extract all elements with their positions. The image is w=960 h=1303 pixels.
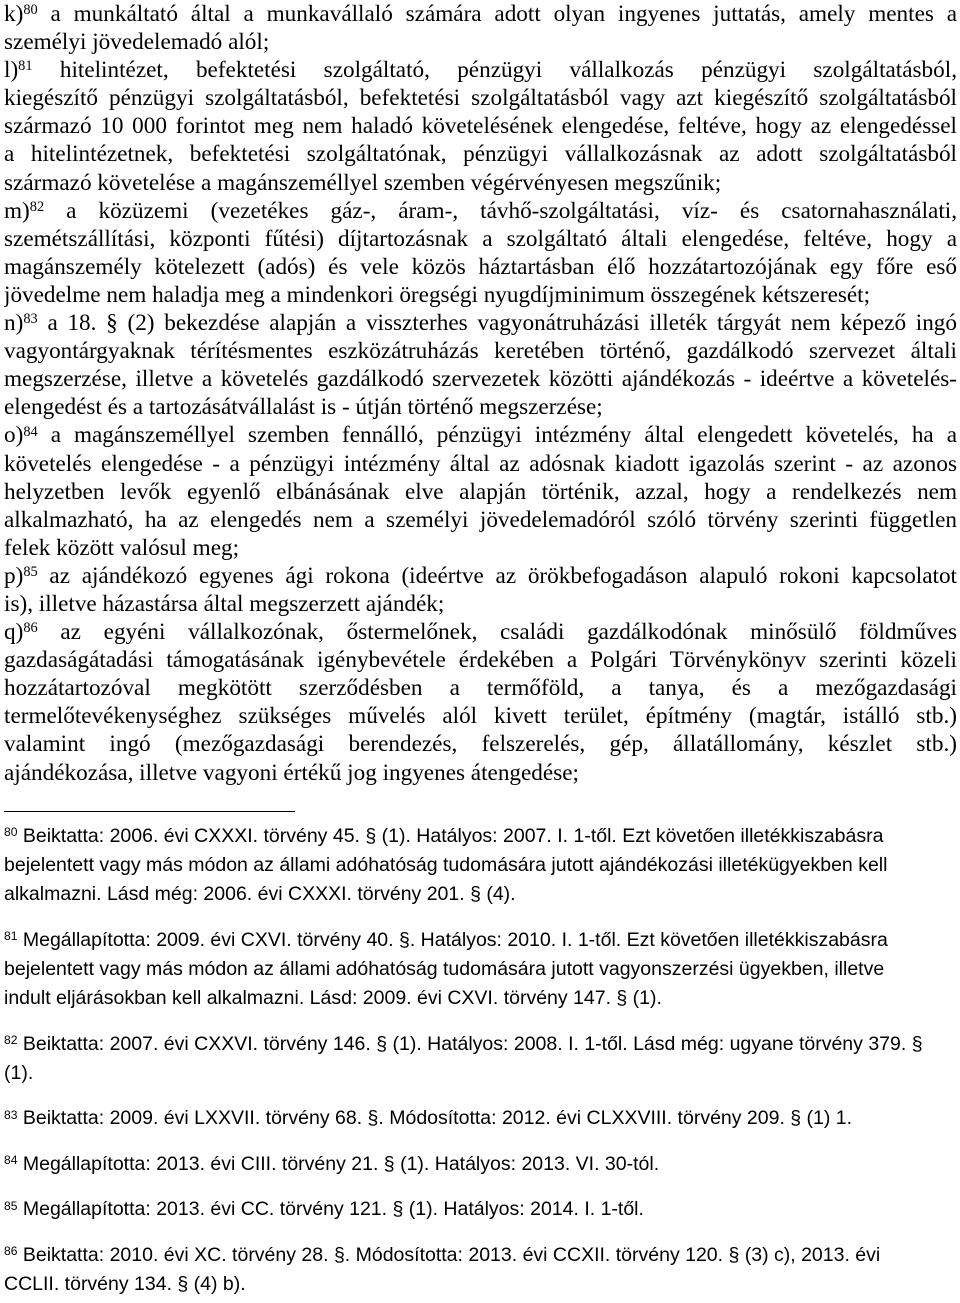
text-line: felek között valósul meg; [4,534,240,561]
footnote-text: Beiktatta: 2009. évi LXXVII. törvény 68. §. Módosította: 2012. évi CLXXVIII. törvény 209. § (1) 1. [22,1107,853,1130]
footnote-number: 81 [4,929,18,944]
footnote-number: 82 [4,1032,18,1047]
footnote-line [4,1030,957,1059]
footnote-line [4,1104,957,1133]
text-line: megszerzése, illetve a követelés gazdálkodó szervezetek közötti ajándékozás - ideértve a követelés- [4,366,957,393]
text-line: a hitelintézetnek, befektetési szolgáltatónak, pénzügyi vállalkozásnak az adott szolgáltatásból [4,141,957,168]
footnote-line [4,1150,957,1179]
footnote-number: 84 [4,1153,18,1168]
list-item-l [4,56,957,196]
item-marker: o) [4,422,24,449]
text-line: szemétszállítási, központi fűtési) díjtartozásnak a szolgáltató általi elengedése, feltéve, hogy a [4,225,957,252]
text-line: elengedést és a tartozásátvállalást is - útján történő megszerzése; [4,394,603,421]
list-item-k [4,0,957,56]
line-text: az egyéni vállalkozónak, őstermelőnek, családi gazdálkodónak minősülő földműves [60,619,957,646]
list-item-n [4,309,957,421]
footnote-ref: 81 [18,58,33,75]
footnote-line: bejelentett vagy más módon az állami adóhatóság tudomására jutott vagyonszerzési ügyekben, illetve [4,958,885,981]
footnote-ref: 82 [29,198,45,215]
text-line: helyzetben levők egyenlő elbánásának elve alapján történik, azzal, hogy a rendelkezés nem [4,478,957,505]
footnote-83 [4,1104,957,1133]
text-line: hozzátartozóval megkötött szerződésben a termőföld, a tanya, és a mezőgazdasági [4,675,957,702]
text-line: is), illetve házastársa által megszerzett ajándék; [4,590,445,617]
footnote-text: Megállapította: 2013. évi CIII. törvény 21. § (1). Hatályos: 2013. VI. 30-tól. [22,1152,660,1175]
text-line: származó követelése a magánszeméllyel szemben végérvényesen megszűnik; [4,169,722,196]
footnote-text: Megállapította: 2013. évi CC. törvény 121. § (1). Hatályos: 2014. I. 1-től. [22,1198,644,1221]
list-item-m [4,197,957,309]
footnote-ref: 86 [23,620,38,637]
text-line [4,0,957,28]
footnote-line: indult eljárásokban kell alkalmazni. Lásd: 2009. évi CXVI. törvény 147. § (1). [4,987,662,1010]
footnote-text: Beiktatta: 2007. évi CXXVI. törvény 146. § (1). Hatályos: 2008. I. 1-től. Lásd még: ugyane törvény 379. § [22,1032,923,1055]
text-line: alkalmazható, ha az elengedés nem a személyi jövedelemadóról szóló törvény szerinti független [4,506,957,533]
item-marker: l) [4,57,19,84]
list-item-o [4,421,957,561]
item-marker: n) [4,310,24,337]
item-marker: p) [4,562,24,589]
text-line: magánszemély kötelezett (adós) és vele közös háztartásban élő hozzátartozójának egy főre eső [4,253,957,280]
footnote-line [4,926,957,955]
text-line: ajándékozása, illetve vagyoni értékű jog ingyenes átengedése; [4,759,579,786]
footnote-ref: 80 [23,2,38,19]
footnote-text: Beiktatta: 2006. évi CXXXI. törvény 45. § (1). Hatályos: 2007. I. 1-től. Ezt követően illetékkiszabásra [22,825,884,847]
body-text [4,0,957,787]
text-line: követelés elengedése - a pénzügyi intézmény által az adósnak kiadott igazolás szerint - az azonos [4,450,957,477]
line-text: az ajándékozó egyenes ági rokona (ideértve az örökbefogadáson alapuló rokoni kapcsolatot [49,562,957,589]
footnote-ref: 85 [23,563,38,580]
text-line [4,618,957,646]
text-line: kiegészítő pénzügyi szolgáltatásból, befektetési szolgáltatásból vagy azt kiegészítő szolgáltatásból [4,85,957,112]
footnote-number: 83 [4,1107,18,1122]
footnote-80 [4,822,957,910]
text-line [4,562,957,590]
text-line [4,421,957,449]
line-text: a munkáltató által a munkavállaló számára adott olyan ingyenes juttatás, amely mentes a [50,1,957,27]
list-item-p [4,562,957,618]
footnote-line [4,1195,957,1224]
text-line: termelőtevékenységhez szükséges művelés alól kivett terület, építmény (magtár, istálló stb.) [4,703,957,730]
line-text: a 18. § (2) bekezdése alapján a visszterhes vagyonátruházási illeték tárgyát nem képező ingó [47,310,957,337]
footnote-number: 85 [4,1198,18,1213]
item-marker: m) [4,197,30,224]
footnote-number: 80 [4,825,18,840]
footnote-number: 86 [4,1244,18,1259]
footnote-text: Megállapította: 2009. évi CXVI. törvény 40. §. Hatályos: 2010. I. 1-től. Ezt követően illetékkiszabásra [22,928,888,951]
footnote-line [4,1241,957,1270]
text-line: származó 10 000 forintot meg nem haladó követelésének elengedése, feltéve, hogy az elengedéssel [4,113,957,140]
text-line: vagyontárgyaknak térítésmentes eszközátruházás keretében történő, gazdálkodó szervezet általi [4,338,957,365]
item-marker: k) [4,1,24,27]
footnote-86 [4,1241,957,1299]
footnote-ref: 83 [23,311,38,328]
line-text: hitelintézet, befektetési szolgáltató, pénzügyi vállalkozás pénzügyi szolgáltatásból, [59,57,957,84]
text-line [4,197,957,225]
list-item-q [4,618,957,787]
text-line: személyi jövedelemadó alól; [4,29,270,56]
item-marker: q) [4,619,24,646]
footnote-81 [4,926,957,1014]
footnotes [4,822,957,1299]
text-line [4,56,957,84]
footnote-82 [4,1030,957,1088]
footnote-84 [4,1150,957,1179]
footnote-text: Beiktatta: 2010. évi XC. törvény 28. §. Módosította: 2013. évi CCXII. törvény 120. § (3) c), 2013. évi [22,1243,881,1266]
line-text: a magánszeméllyel szemben fennálló, pénzügyi intézmény által elengedett követelés, ha a [50,422,957,449]
footnote-line: bejelentett vagy más módon az állami adóhatóság tudomására jutott ajándékozási illetékügyekben kell [4,854,888,877]
line-text: a közüzemi (vezetékes gáz-, áram-, távhő-szolgáltatási, víz- és csatornahasználati, [66,197,957,224]
footnote-line [4,822,957,851]
footnote-ref: 84 [23,423,38,440]
text-line: valamint ingó (mezőgazdasági berendezés, felszerelés, gép, állatállomány, készlet stb.) [4,731,957,758]
footnote-separator [4,811,295,812]
footnote-line: (1). [4,1061,34,1084]
footnote-line: CCLII. törvény 134. § (4) b). [4,1273,246,1296]
text-line: jövedelme nem haladja meg a mindenkori öregségi nyugdíjminimum összegének kétszeresét; [4,281,871,308]
text-line [4,309,957,337]
text-line: gazdaságátadási támogatásának igénybevétele érdekében a Polgári Törvénykönyv szerinti közeli [4,647,957,674]
footnote-85 [4,1195,957,1224]
footnote-line: alkalmazni. Lásd még: 2006. évi CXXXI. törvény 201. § (4). [4,883,516,906]
